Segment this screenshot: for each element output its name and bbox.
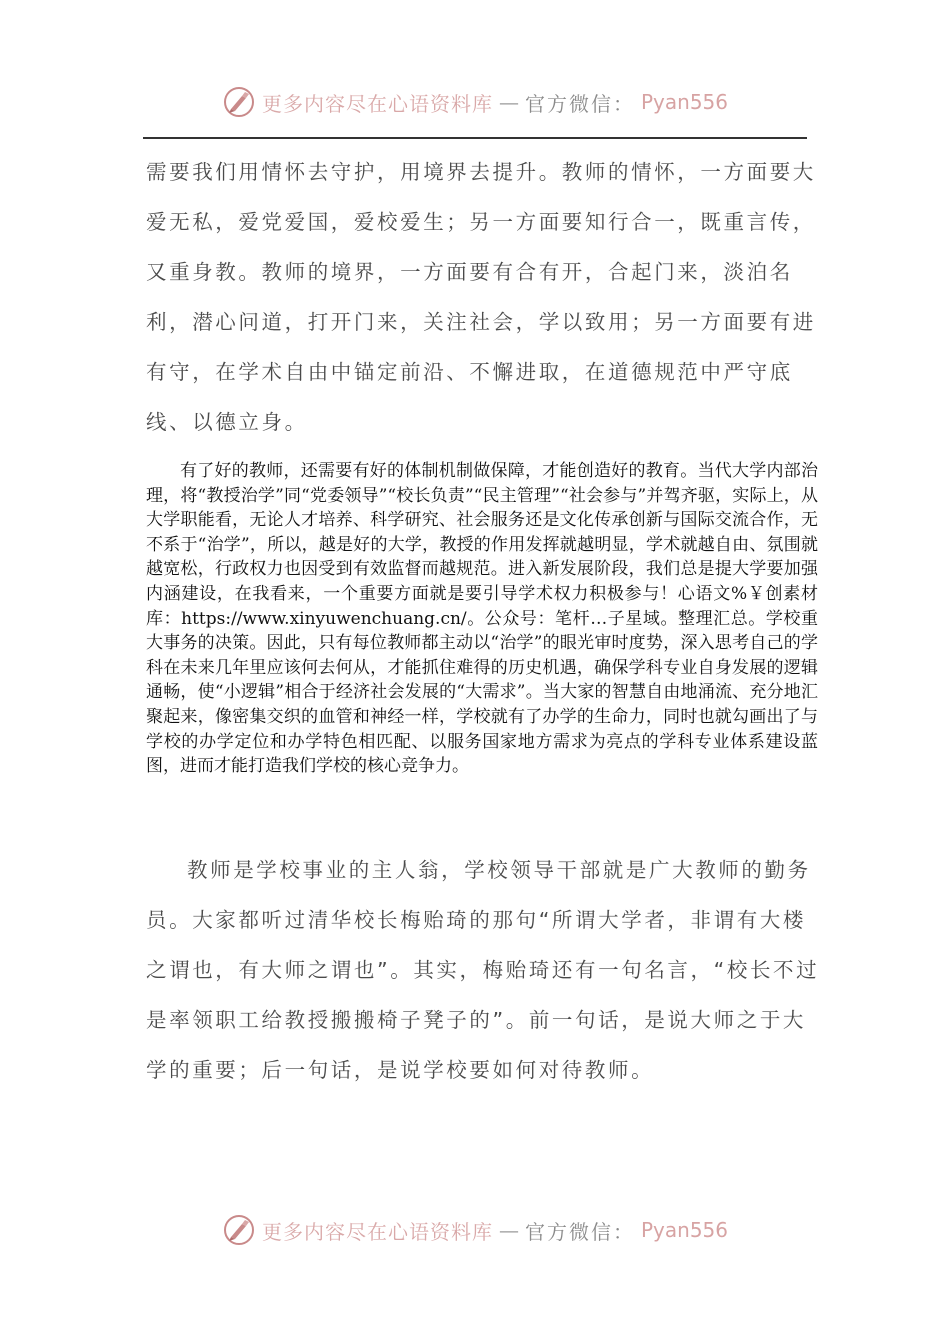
pen-logo-icon <box>222 85 256 119</box>
footer-sub-text: 官方微信： <box>524 1219 635 1244</box>
footer-dash: — <box>498 1218 519 1242</box>
header-banner <box>0 80 950 124</box>
header-main-text: 更多内容尽在心语资料库 <box>261 91 493 116</box>
header-dash: — <box>498 90 519 114</box>
footer-banner <box>0 1208 950 1252</box>
paragraph-governance: 有了好的教师，还需要有好的体制机制做保障，才能创造好的教育。当代大学内部治理，将“教授治学”同“党委领导”“校长负责”“民主管理”“社会参与”并驾齐驱，实际上，从大学职能看，无论人才培养、科学研究、社会服务还是文化传承创新与国际交流合作，无不系于“治学”，所以，越是好的大学，教授的作用发挥就越明显，学术就越自由、氛围就越宽松，行政权力也因受到有效监督而越规范。进入新发展阶段，我们总是提大学要加强内涵建设，在我看来，一个重要方面就是要引导学术权力积极参与！心语文%￥创素材库：https://www.xinyuwenchuang.cn/。公众号：笔杆…子星域。整理汇总。学校重大事务的决策。因此，只有每位教师都主动以“治学”的眼光审时度势，深入思考自己的学科在未来几年里应该何去何从，才能抓住难得的历史机遇，确保学科专业自身发展的逻辑通畅，使“小逻辑”相合于经济社会发展的“大需求”。当大家的智慧自由地涌流、充分地汇聚起来，像密集交织的血管和神经一样，学校就有了办学的生命力，同时也就勾画出了与学校的办学定位和办学特色相匹配、以服务国家地方需求为亮点的学科专业体系建设蓝图，进而才能打造我们学校的核心竞争力。 <box>146 461 818 777</box>
header-wechat-id: Pyan556 <box>640 90 728 114</box>
footer-wechat-id: Pyan556 <box>640 1218 728 1242</box>
header-sub-text: 官方微信： <box>524 91 635 116</box>
paragraph-continuation: 需要我们用情怀去守护，用境界去提升。教师的情怀，一方面要大爱无私，爱党爱国，爱校爱生；另一方面要知行合一，既重言传，又重身教。教师的境界，一方面要有合有开，合起门来，淡泊名利，潜心问道，打开门来，关注社会，学以致用；另一方面要有进有守，在学术自由中锚定前沿、不懈进取，在道德规范中严守底线、以德立身。 <box>146 160 816 434</box>
header-divider <box>143 137 807 139</box>
paragraph-teachers: 教师是学校事业的主人翁，学校领导干部就是广大教师的勤务员。大家都听过清华校长梅贻琦的那句“所谓大学者，非谓有大楼之谓也，有大师之谓也”。其实，梅贻琦还有一句名言，“校长不过是率领职工给教授搬搬椅子凳子的”。前一句话，是说大师之于大学的重要；后一句话，是说学校要如何对待教师。 <box>146 858 820 1082</box>
pen-logo-icon <box>222 1213 256 1247</box>
footer-main-text: 更多内容尽在心语资料库 <box>261 1219 493 1244</box>
